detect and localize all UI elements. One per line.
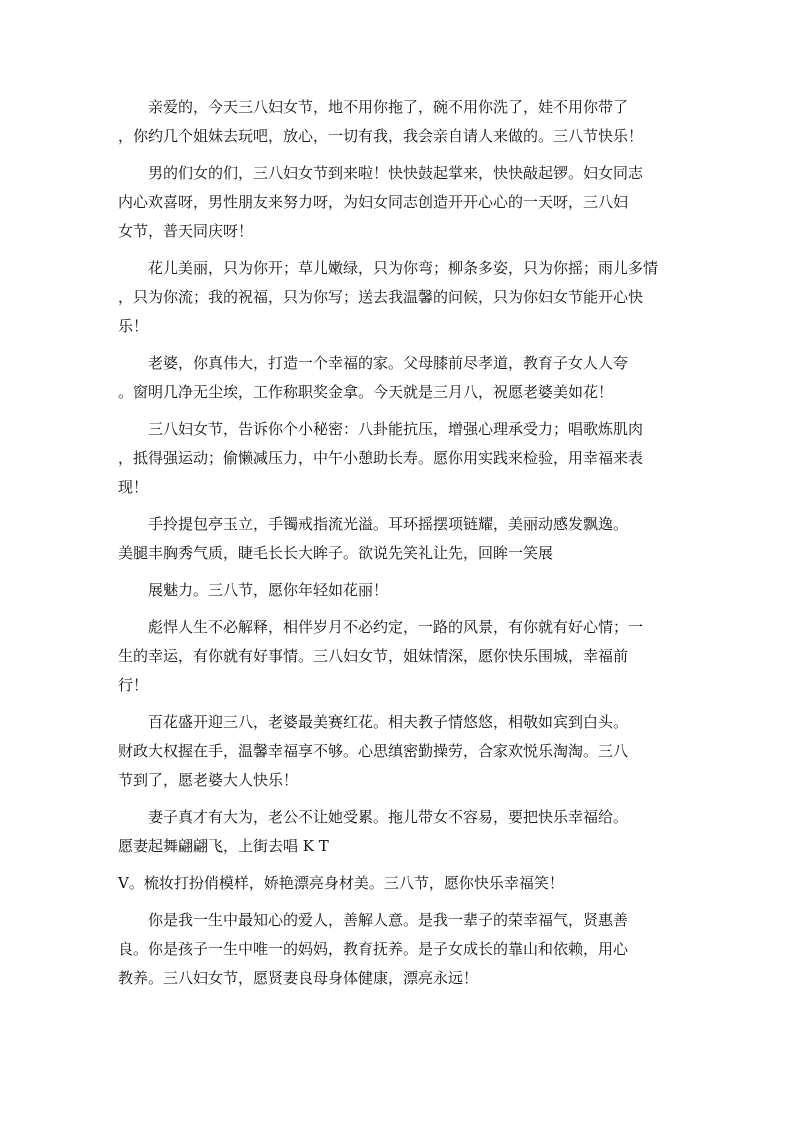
text-body (118, 93, 678, 1001)
text-line: V。梳妆打扮俏模样，娇艳漂亮身材美。三八节，愿你快乐幸福笑！ (118, 874, 564, 892)
paragraph-3 (118, 254, 678, 341)
text-line: 百花盛开迎三八，老婆最美赛红花。相夫教子情悠悠，相敬如宾到白头。 (148, 713, 629, 731)
paragraph-9 (118, 708, 678, 795)
text-line: 现！ (118, 478, 149, 496)
text-line: 。窗明几净无尘埃，工作称职奖金拿。今天就是三月八，祝愿老婆美如花！ (118, 383, 614, 401)
text-line: 花儿美丽，只为你开；草儿嫩绿，只为你弯；柳条多姿，只为你摇；雨儿多情 (148, 259, 659, 277)
paragraph-1 (118, 93, 678, 151)
text-line: 美腿丰胸秀气质，睫毛长长大眸子。欲说先笑礼让先，回眸一笑展 (118, 544, 554, 562)
text-line: 男的们女的们，三八妇女节到来啦！快快鼓起掌来，快快敲起锣。妇女同志 (148, 164, 644, 182)
text-line: 生的幸运，有你就有好事情。三八妇女节，姐妹情深，愿你快乐围城，幸福前 (118, 647, 629, 665)
text-line: 亲爱的，今天三八妇女节，地不用你拖了，碗不用你洗了，娃不用你带了 (148, 98, 629, 116)
paragraph-2 (118, 159, 678, 246)
paragraph-6 (118, 510, 678, 568)
text-line: 女节，普天同庆呀！ (118, 222, 254, 240)
paragraph-12 (118, 906, 678, 993)
text-line: 妻子真才有大为，老公不让她受累。拖儿带女不容易，要把快乐幸福给。 (148, 808, 629, 826)
paragraph-10 (118, 803, 678, 861)
text-line: 行！ (118, 676, 149, 694)
text-line: 手拎提包亭玉立，手镯戒指流光溢。耳环摇摆项链耀，美丽动感发飘逸。 (148, 515, 629, 533)
paragraph-11 (118, 869, 678, 898)
text-line: ，抵得强运动；偷懒减压力，中午小憩助长寿。愿你用实践来检验，用幸福来表 (118, 449, 644, 467)
text-line: 财政大权握在手，温馨幸福享不够。心思缜密勤操劳，合家欢悦乐淘淘。三八 (118, 742, 629, 760)
text-line: 展魅力。三八节，愿你年轻如花丽！ (148, 581, 389, 599)
paragraph-8 (118, 613, 678, 700)
text-line: 良。你是孩子一生中唯一的妈妈，教育抚养。是子女成长的靠山和依赖，用心 (118, 940, 629, 958)
text-line: 节到了，愿老婆大人快乐！ (118, 771, 299, 789)
text-line: 愿妻起舞翩翩飞，上街去唱 K T (118, 837, 329, 855)
text-line: 内心欢喜呀，男性朋友来努力呀，为妇女同志创造开开心心的一天呀，三八妇 (118, 193, 629, 211)
text-line: 教养。三八妇女节，愿贤妻良母身体健康，漂亮永远！ (118, 969, 479, 987)
text-line: 乐！ (118, 317, 149, 335)
paragraph-5 (118, 415, 678, 502)
text-line: 老婆，你真伟大，打造一个幸福的家。父母膝前尽孝道，教育子女人人夸 (148, 354, 629, 372)
text-line: 三八妇女节，告诉你个小秘密：八卦能抗压，增强心理承受力；唱歌炼肌肉 (148, 420, 644, 438)
text-line: 彪悍人生不必解释，相伴岁月不必约定，一路的风景，有你就有好心情；一 (148, 618, 644, 636)
paragraph-4 (118, 349, 678, 407)
text-line: 你是我一生中最知心的爱人，善解人意。是我一辈子的荣幸福气，贤惠善 (148, 911, 629, 929)
text-line: ，只为你流；我的祝福，只为你写；送去我温馨的问候，只为你妇女节能开心快 (118, 288, 644, 306)
text-line: ，你约几个姐妹去玩吧，放心，一切有我，我会亲自请人来做的。三八节快乐！ (118, 127, 644, 145)
paragraph-7 (118, 576, 678, 605)
